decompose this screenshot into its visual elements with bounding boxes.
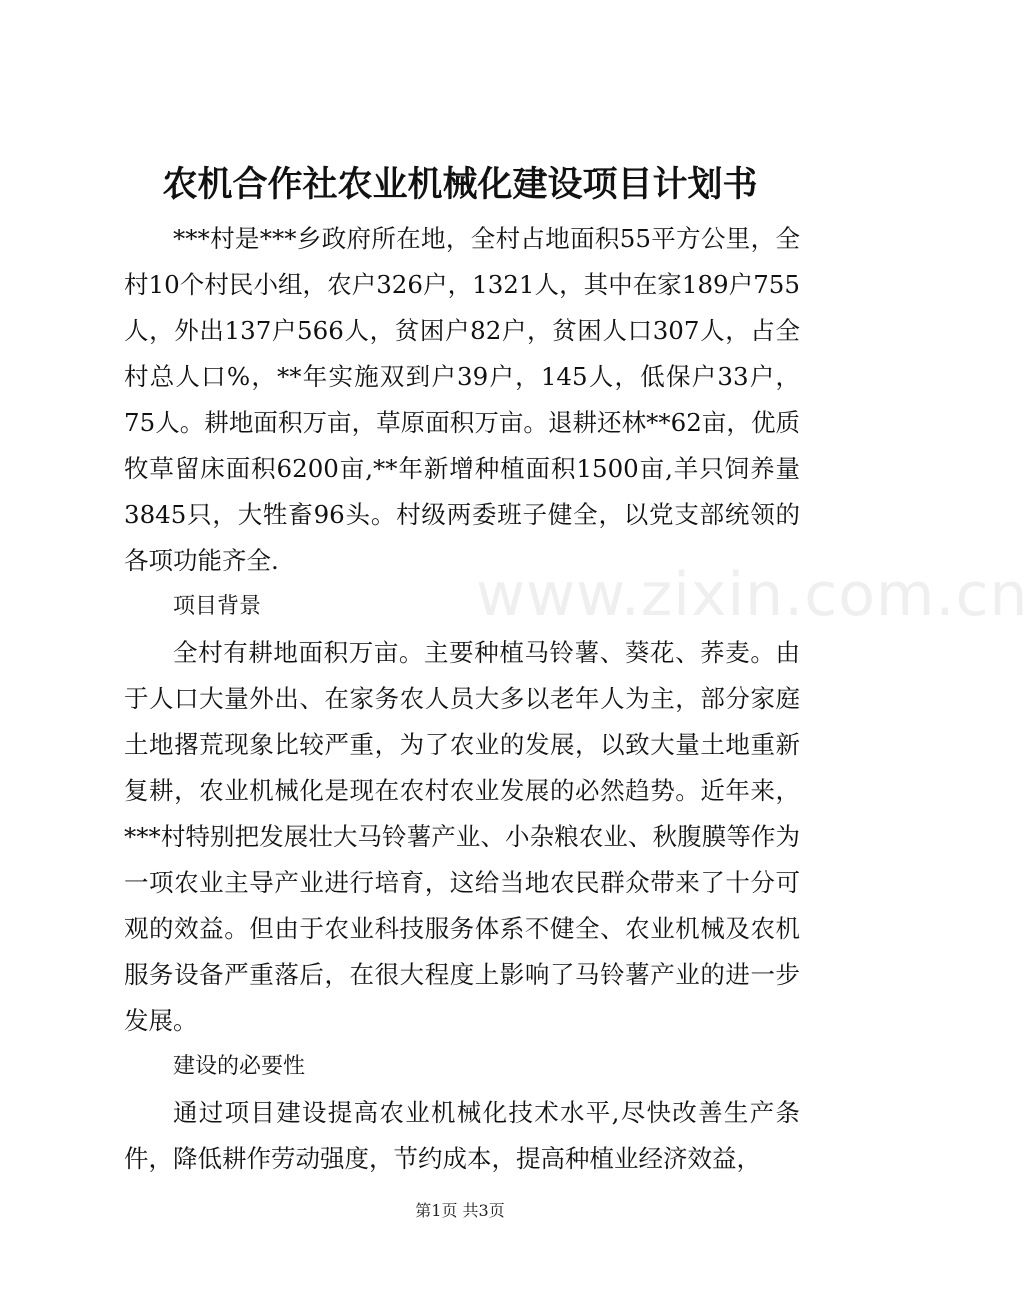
paragraph-village-overview: ***村是***乡政府所在地，全村占地面积55平方公里，全村10个村民小组，农户326户，1321人，其中在家189户755人，外出137户566人，贫困户82户，贫困人口307人，占全村总人口%，**年实施双到户39户，145人，低保户33户，75人。耕地面积万亩，草原面积万亩。退耕还林**62亩，优质牧草留床面积6200亩,**年新增种植面积1500亩,羊只饲养量3845只，大牲畜96头。村级两委班子健全，以党支部统领的各项功能齐全. xyxy=(124,224,800,575)
paragraph-necessity: 通过项目建设提高农业机械化技术水平,尽快改善生产条件，降低耕作劳动强度，节约成本，提高种植业经济效益， xyxy=(124,1098,800,1173)
document-body xyxy=(124,216,800,1182)
section-heading-background: 项目背景 xyxy=(173,594,262,619)
page-footer: 第1页 共3页 xyxy=(415,1201,505,1220)
paragraph-background: 全村有耕地面积万亩。主要种植马铃薯、葵花、荞麦。由于人口大量外出、在家务农人员大多以老年人为主，部分家庭土地撂荒现象比较严重，为了农业的发展，以致大量土地重新复耕，农业机械化是现在农村农业发展的必然趋势。近年来，***村特别把发展壮大马铃薯产业、小杂粮农业、秋腹膜等作为一项农业主导产业进行培育，这给当地农民群众带来了十分可观的效益。但由于农业科技服务体系不健全、农业机械及农机服务设备严重落后，在很大程度上影响了马铃薯产业的进一步发展。 xyxy=(124,638,800,1035)
document-title: 农机合作社农业机械化建设项目计划书 xyxy=(162,164,758,205)
watermark: www.zixin.com.cn xyxy=(476,560,1028,630)
section-heading-necessity: 建设的必要性 xyxy=(173,1054,306,1079)
